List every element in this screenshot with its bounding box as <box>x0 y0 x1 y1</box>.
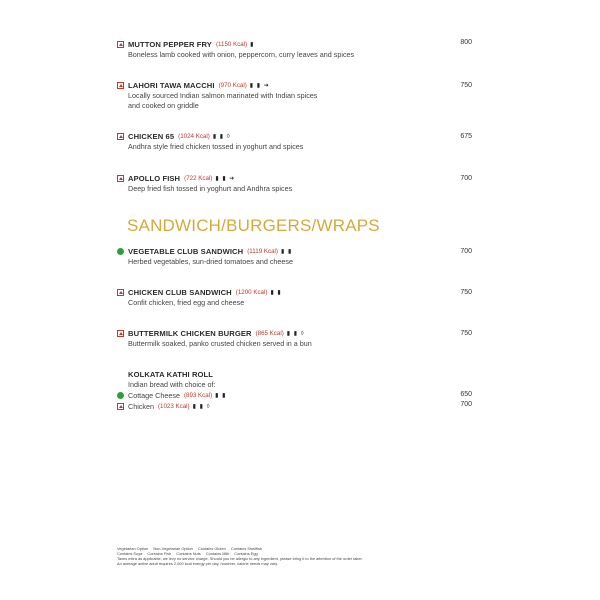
legend-item: Contains Soya <box>117 551 143 556</box>
non-veg-icon <box>117 289 124 296</box>
allergen-icons: ▮ ▮ ◊ <box>212 134 231 140</box>
item-price: 675 <box>460 133 472 140</box>
option-price: 650 <box>460 391 472 398</box>
option-name: Chicken <box>128 401 154 411</box>
legend-item: Contains Shellfish <box>230 546 263 551</box>
menu-item <box>117 39 477 60</box>
item-description: Locally sourced Indian salmon marinated with Indian spices <box>128 91 318 100</box>
item-price: 750 <box>460 82 472 89</box>
veg-icon <box>117 392 124 399</box>
option-name: Cottage Cheese <box>128 390 180 400</box>
item-description: Indian bread with choice of: <box>128 380 216 389</box>
item-name: APOLLO FISH <box>128 174 181 183</box>
menu-item <box>117 246 477 267</box>
item-description: Deep fried fish tossed in yoghurt and Andhra spices <box>128 184 293 193</box>
section-title: SANDWICH/BURGERS/WRAPS <box>127 216 380 235</box>
legend-item: Contains Milk <box>205 551 230 556</box>
menu-item <box>117 80 477 111</box>
allergen-icons: ▮ ▮ ➔ <box>215 176 236 182</box>
menu-item <box>117 328 477 349</box>
legend-item: Non-Vegetarian Option <box>153 546 193 551</box>
item-kcal: (1150 Kcal) <box>215 41 248 48</box>
item-name: BUTTERMILK CHICKEN BURGER <box>128 329 252 338</box>
item-price: 750 <box>460 330 472 337</box>
non-veg-icon <box>117 133 124 140</box>
legend-item: Contains Gluten <box>197 546 226 551</box>
option-price: 700 <box>460 401 472 408</box>
non-veg-icon <box>117 41 124 48</box>
item-kcal: (970 Kcal) <box>218 82 247 89</box>
allergen-icons: ▮ ▮ ➔ <box>249 83 270 89</box>
option-kcal: (893 Kcal) <box>183 392 213 399</box>
legend-item: Vegetarian Option <box>117 546 149 551</box>
item-name: CHICKEN CLUB SANDWICH <box>128 288 232 297</box>
allergen-icons: ▮ ▮ <box>280 249 293 255</box>
menu-item <box>117 287 477 308</box>
item-description: and cooked on griddle <box>128 101 199 110</box>
item-name: KOLKATA KATHI ROLL <box>128 370 214 379</box>
allergen-icons: ▮ ▮ ◊ <box>192 404 211 410</box>
item-kcal: (1024 Kcal) <box>178 133 210 140</box>
item-price: 700 <box>460 248 472 255</box>
footer-tax-note: Taxes extra as applicable, we levy no service charge. Should you be allergic to any ingredient, please bring it to the attention of the order taker. <box>117 556 363 561</box>
item-kcal: (1200 Kcal) <box>235 289 268 296</box>
allergen-icons: ▮ <box>250 42 255 48</box>
non-veg-icon <box>117 175 124 182</box>
item-description: Boneless lamb cooked with onion, peppercorn, curry leaves and spices <box>128 50 355 59</box>
non-veg-icon <box>117 330 124 337</box>
footer-notes <box>117 546 497 566</box>
item-description: Confit chicken, fried egg and cheese <box>128 298 245 307</box>
item-price: 700 <box>460 175 472 182</box>
item-name: VEGETABLE CLUB SANDWICH <box>128 247 244 256</box>
item-price: 800 <box>460 39 472 46</box>
footer-calorie-note: An average active adult requires 2,000 kcal energy per day, however, calorie needs may vary. <box>117 561 278 566</box>
menu-item <box>117 173 477 194</box>
item-price: 750 <box>460 289 472 296</box>
allergen-icons: ▮ ▮ ◊ <box>286 331 305 337</box>
item-kcal: (722 Kcal) <box>184 175 213 182</box>
allergen-icons: ▮ ▮ <box>215 393 227 399</box>
item-name: MUTTON PEPPER FRY <box>128 40 212 49</box>
legend-item: Contains Fish <box>147 551 172 556</box>
item-name: CHICKEN 65 <box>128 132 175 141</box>
item-name: LAHORI TAWA MACCHI <box>128 81 215 90</box>
non-veg-icon <box>117 82 124 89</box>
item-description: Buttermilk soaked, panko crusted chicken served in a bun <box>128 339 312 348</box>
option-kcal: (1023 Kcal) <box>157 403 190 410</box>
item-description: Andhra style fried chicken tossed in yoghurt and spices <box>128 142 304 151</box>
veg-icon <box>117 248 124 255</box>
item-kcal: (865 Kcal) <box>255 330 284 337</box>
allergen-icons: ▮ ▮ <box>270 290 282 296</box>
legend-item: Contains Nuts <box>176 551 201 556</box>
menu-item <box>117 131 477 152</box>
item-kcal: (1119 Kcal) <box>247 248 278 255</box>
item-description: Herbed vegetables, sun-dried tomatoes and cheese <box>128 257 294 266</box>
legend-item: Contains Egg <box>234 551 258 556</box>
menu-item-kathi-roll <box>117 369 477 412</box>
non-veg-icon <box>117 403 124 410</box>
